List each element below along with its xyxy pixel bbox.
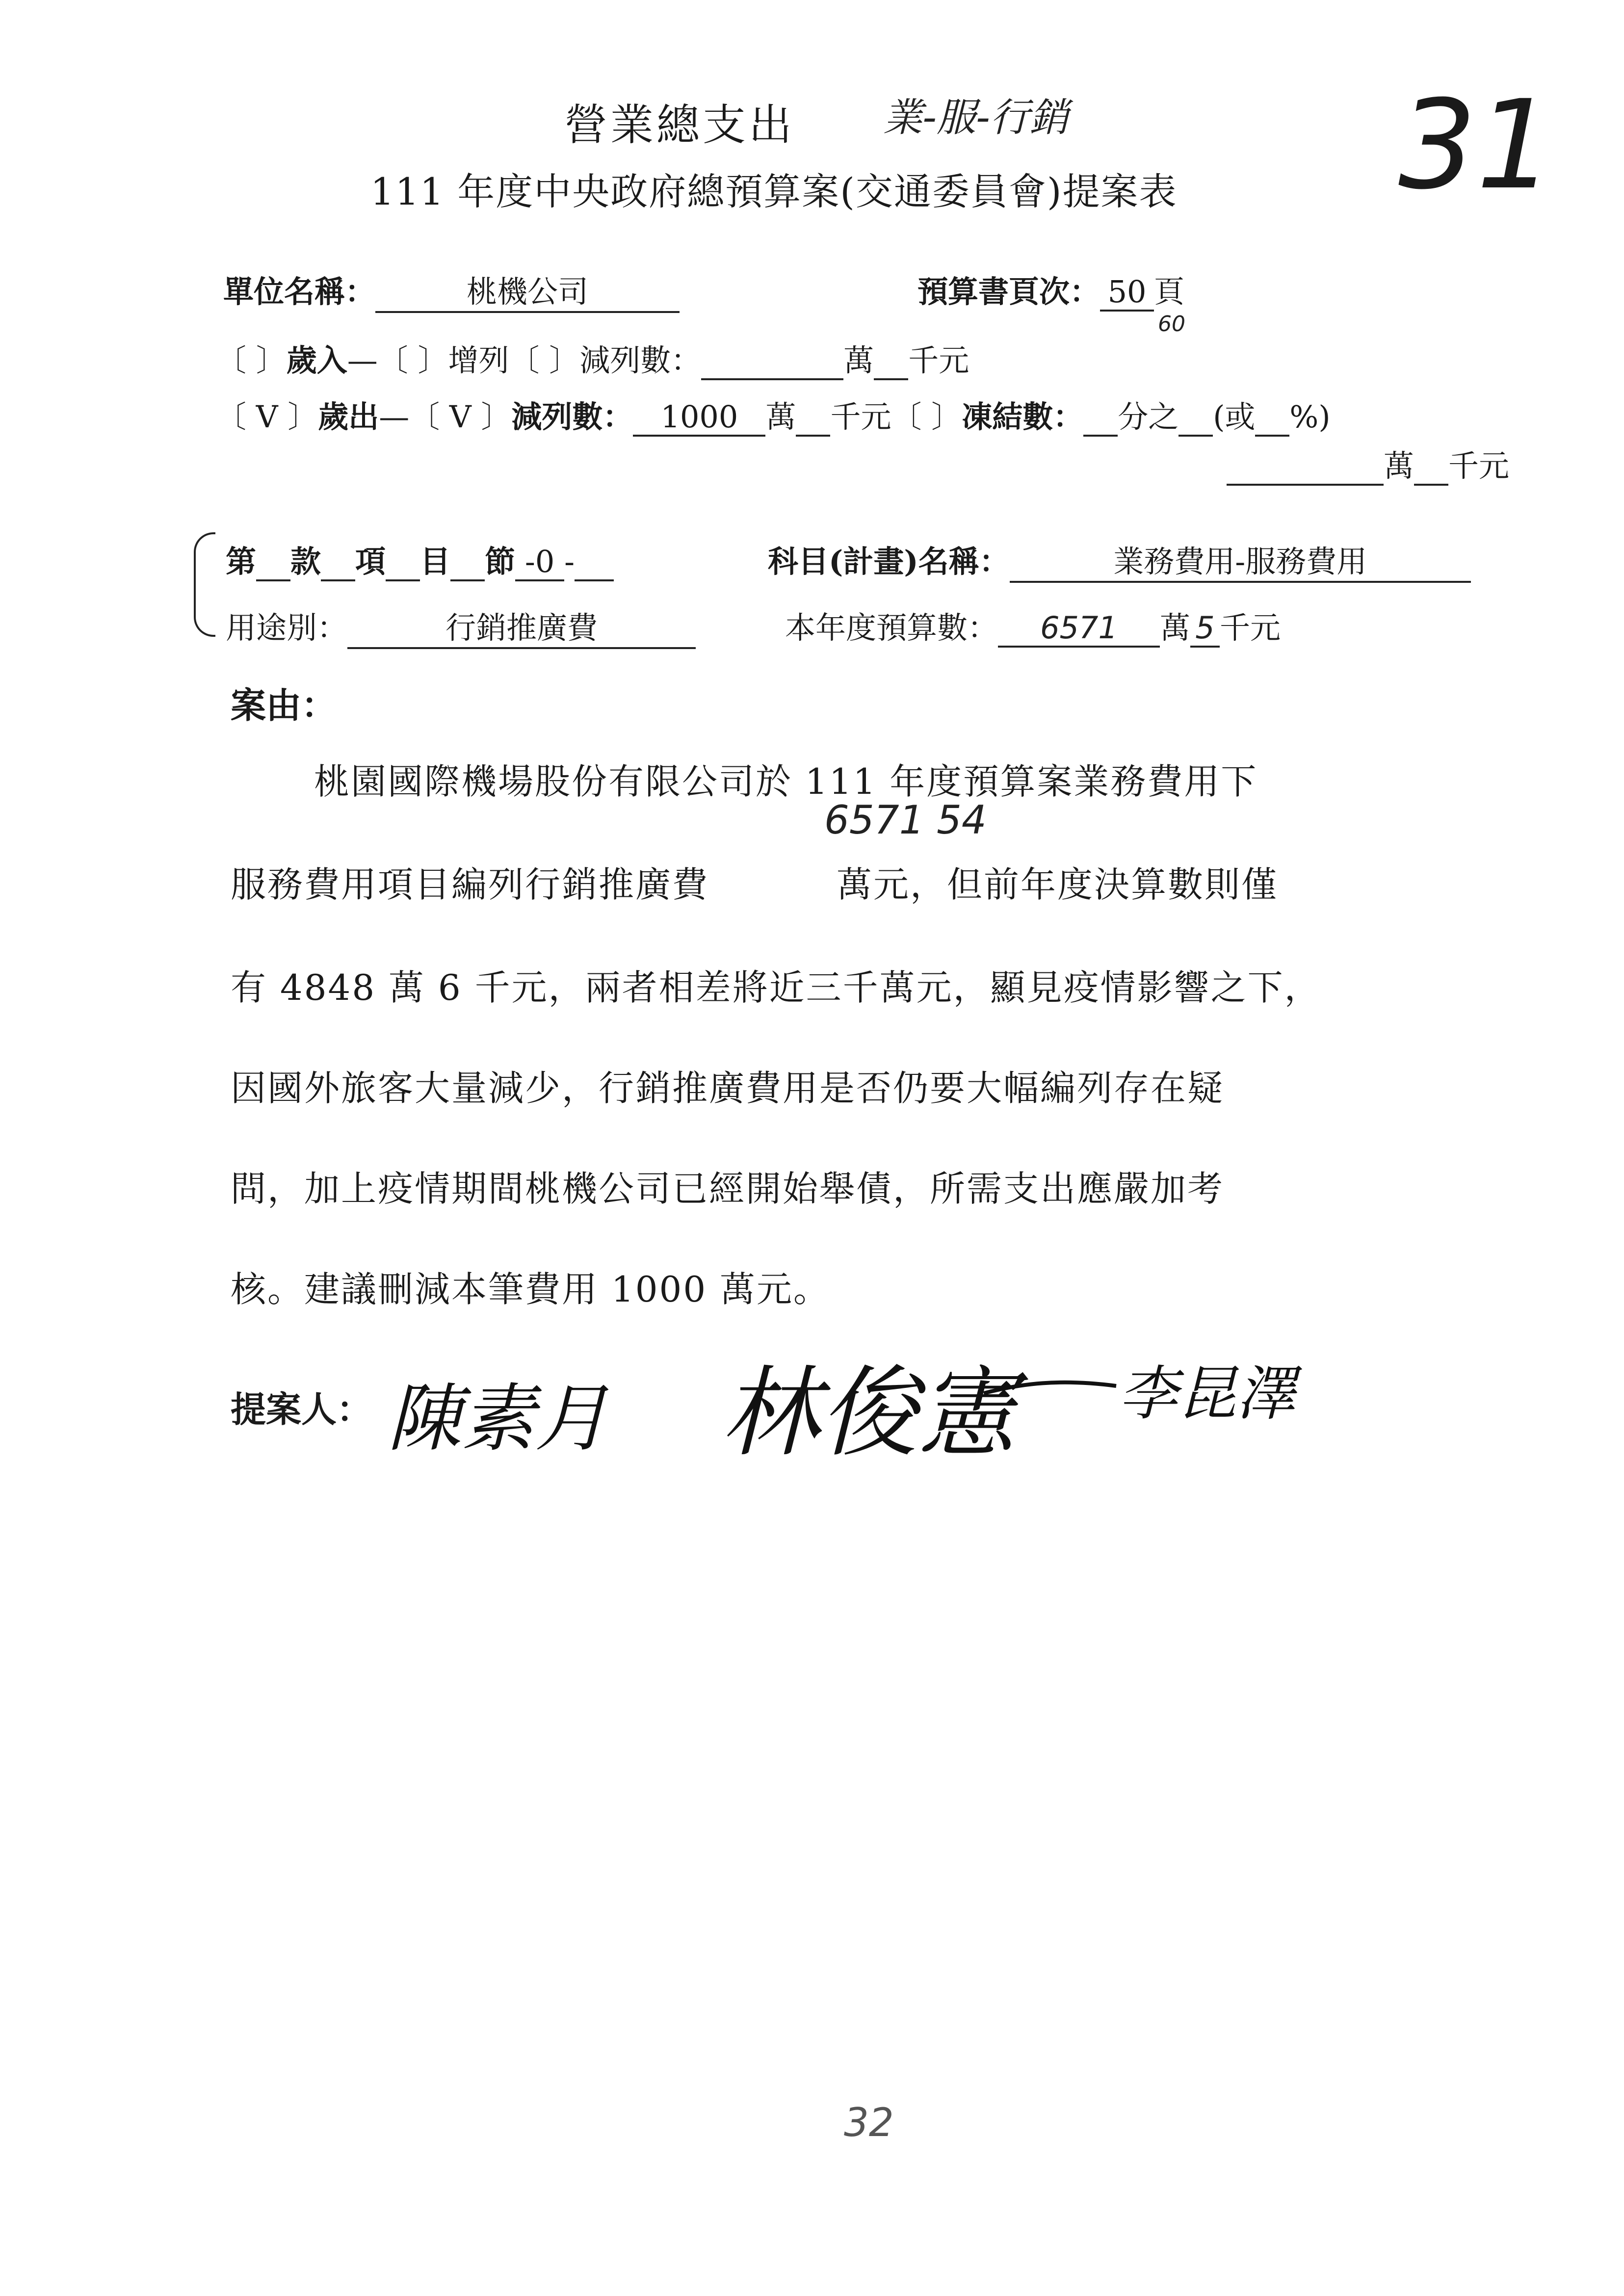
freeze-checkbox[interactable]: 〔 〕	[891, 399, 962, 435]
subtitle: 111 年度中央政府總預算案(交通委員會)提案表	[370, 170, 1178, 213]
reason-line-2	[231, 856, 1278, 907]
reason-line-2a: 服務費用項目編列行銷推廣費	[231, 864, 709, 905]
subject-row	[768, 537, 1471, 583]
expense-wan-unit: 萬	[765, 399, 796, 435]
signature-1: 陳素月	[388, 1376, 609, 1461]
page-handwritten: 60	[1158, 312, 1185, 337]
reason-line-2b: 萬元，但前年度決算數則僅	[837, 864, 1279, 905]
budget-row	[785, 603, 1281, 648]
budget-qian: 千元	[1220, 610, 1281, 646]
proposer-label: 提案人：	[231, 1388, 372, 1430]
reason-handwritten-amount: 6571 54	[824, 797, 987, 843]
item-jie-value: -0	[515, 544, 564, 581]
revenue-label: 歲入	[286, 342, 347, 378]
revenue-row	[216, 336, 969, 380]
expense-decrease-label: 減列數：	[511, 399, 633, 435]
item-row	[226, 537, 614, 581]
increase-label: 增列	[448, 342, 509, 378]
unit-row	[223, 267, 680, 313]
usage-label: 用途別：	[226, 610, 348, 646]
freeze-qian-unit: 千元	[1448, 448, 1510, 484]
reason-line-1: 桃園國際機場股份有限公司於 111 年度預算案業務費用下	[314, 761, 1258, 802]
expense-label: 歲出	[318, 399, 379, 435]
item-dash: -	[564, 544, 575, 579]
freeze-or: (或	[1213, 399, 1256, 435]
title-main: 營業總支出	[564, 100, 795, 150]
reason-line-3: 有 4848 萬 6 千元，兩者相差將近三千萬元，顯見疫情影響之下，	[231, 967, 1321, 1008]
document-number: 31	[1398, 74, 1555, 216]
page-suffix: 頁	[1154, 274, 1185, 310]
freeze-percent: %)	[1289, 399, 1331, 435]
page-row	[917, 267, 1184, 312]
expense-row	[216, 392, 1331, 437]
usage-row	[226, 603, 696, 649]
increase-checkbox[interactable]: 〔 〕	[377, 342, 448, 378]
item-kuan: 款	[290, 544, 321, 579]
reason-label: 案由：	[231, 684, 337, 726]
page-value: 50	[1100, 274, 1154, 312]
reason-line-5: 問，加上疫情期間桃機公司已經開始舉債，所需支出應嚴加考	[231, 1168, 1225, 1209]
expense-qian-unit: 千元	[830, 399, 891, 435]
signature-2: 林俊憲	[721, 1356, 1016, 1470]
budget-label: 本年度預算數：	[785, 610, 998, 646]
freeze-fraction: 分之	[1118, 399, 1179, 435]
expense-decrease-value: 1000	[633, 399, 765, 437]
revenue-qian-unit: 千元	[908, 342, 969, 378]
revenue-checkbox[interactable]: 〔 〕	[216, 342, 287, 378]
usage-value: 行銷推廣費	[347, 603, 696, 649]
revenue-wan-unit: 萬	[843, 342, 874, 378]
freeze-label: 凍結數：	[962, 399, 1084, 435]
item-di: 第	[226, 544, 257, 579]
subject-label: 科目(計畫)名稱：	[768, 544, 1010, 579]
reason-line-4: 因國外旅客大量減少，行銷推廣費用是否仍要大幅編列存在疑	[231, 1068, 1225, 1109]
item-bracket	[194, 532, 215, 637]
freeze-amount-row	[1227, 442, 1509, 486]
freeze-wan-unit: 萬	[1384, 448, 1414, 484]
subject-value: 業務費用-服務費用	[1010, 537, 1471, 583]
signature-3: 李昆澤	[1119, 1360, 1295, 1428]
budget-value: 6571	[998, 610, 1160, 648]
page-number: 32	[844, 2100, 894, 2145]
item-mu: 目	[420, 544, 451, 579]
expense-decrease-checkbox[interactable]: 〔 V 〕	[409, 399, 512, 435]
revenue-dash: —	[347, 342, 378, 378]
item-xiang: 項	[355, 544, 386, 579]
budget-wan: 萬	[1160, 610, 1191, 646]
signature-stroke	[981, 1364, 1119, 1403]
budget-qian-value: 5	[1190, 610, 1220, 648]
title-handwritten-note: 業-服-行銷	[883, 95, 1069, 140]
reason-line-6: 核。建議刪減本筆費用 1000 萬元。	[231, 1269, 831, 1310]
expense-dash: —	[379, 399, 410, 435]
unit-value: 桃機公司	[375, 267, 680, 313]
expense-checkbox[interactable]: 〔 V 〕	[216, 399, 318, 435]
item-jie: 節	[485, 544, 516, 579]
decrease-checkbox[interactable]: 〔 〕	[509, 342, 580, 378]
unit-label: 單位名稱：	[223, 274, 376, 310]
decrease-label: 減列數：	[579, 342, 702, 378]
page-label: 預算書頁次：	[917, 274, 1100, 310]
